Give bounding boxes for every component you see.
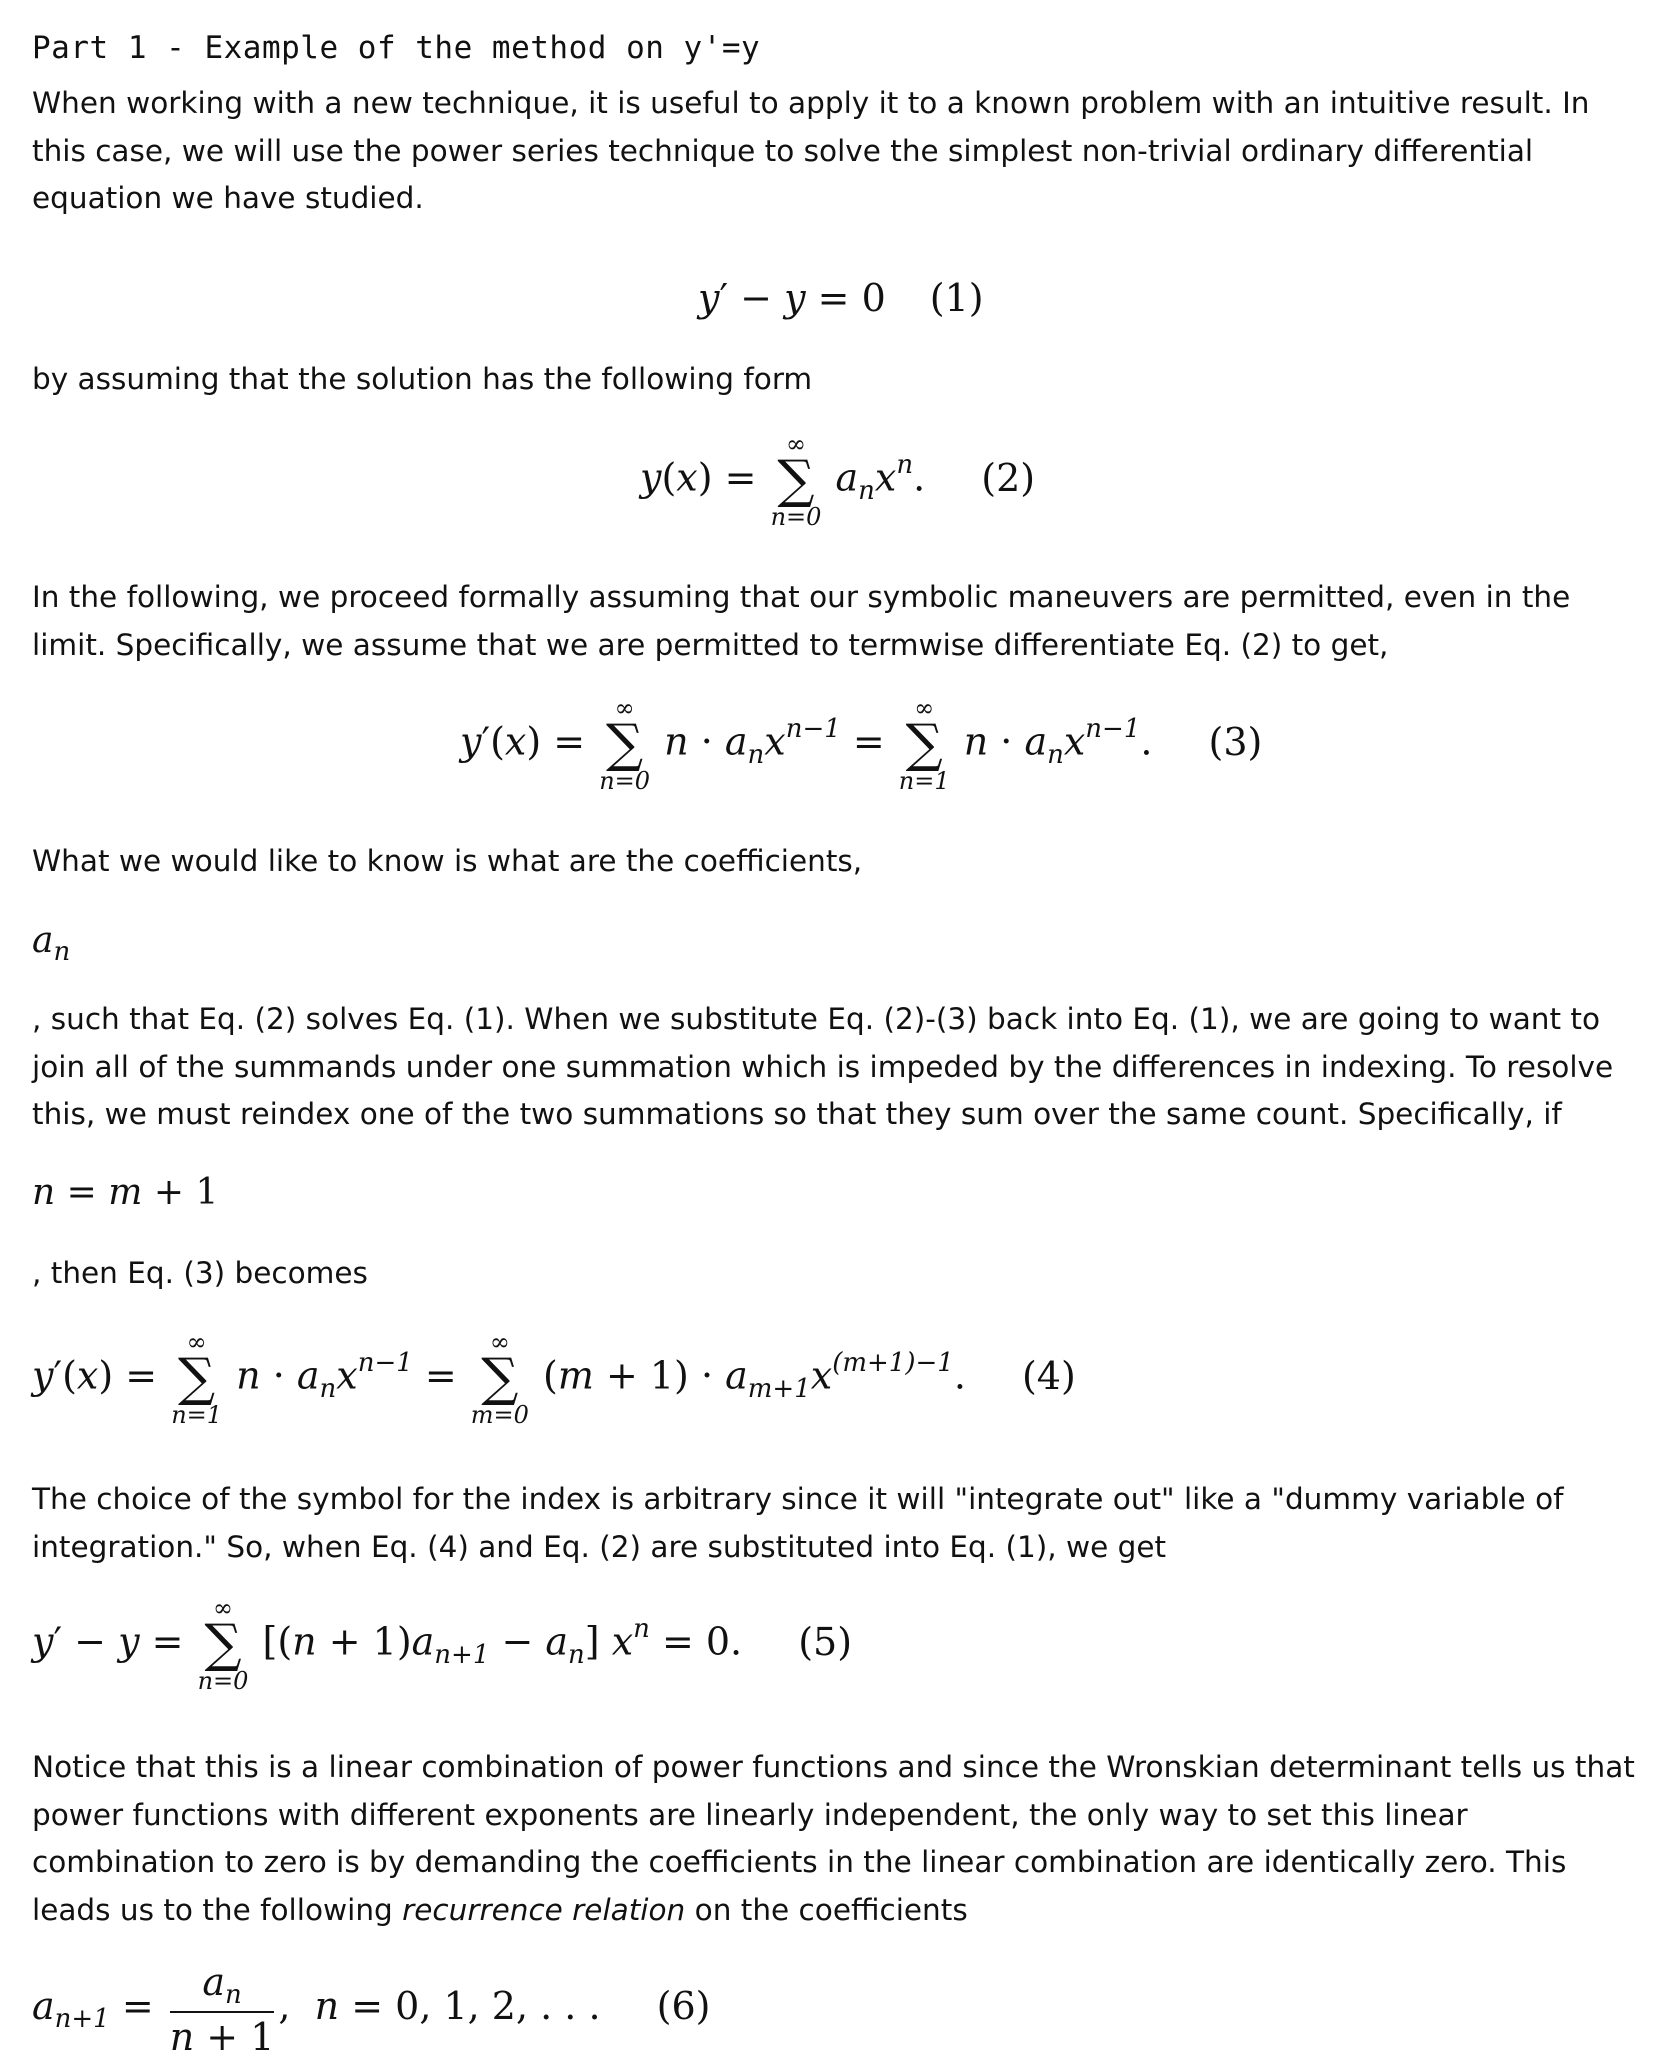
paragraph-assumption: by assuming that the solution has the following form xyxy=(32,362,813,396)
equation-6: $a_{n+1}$ = $\frac{a_n}{n + 1}$ , n = 0, 1, 2, . . . (6) xyxy=(32,1960,711,2059)
paragraph-recurrence xyxy=(32,1744,1642,1934)
paragraph-substitute: , such that Eq. (2) solves Eq. (1). When we substitute Eq. (2)-(3) back into Eq. (1), we are going to want to join all of the summands under one summation which is impeded by the differences in indexing. To resolve this, we must reindex one of the two summations so that they sum over the same count. Specifically, if xyxy=(32,1002,1614,1131)
summation-symbol: ∞ ∑ m=0 xyxy=(470,1328,529,1429)
paragraph-formal: In the following, we proceed formally assuming that our symbolic maneuvers are permitted, even in the limit. Specifically, we assume that we are permitted to termwise differentiate Eq. (2) to get, xyxy=(32,580,1571,662)
recurrence-text-start: Notice that this is a linear combination of power functions and since the Wronskian determinant tells us that power functions with different exponents are linearly independent, the only way to set this linear combination to zero is by demanding the coefficients in the linear combination are identically zero. This leads us to the following xyxy=(32,1750,1635,1927)
equation-1-tag: (1) xyxy=(929,276,984,320)
paragraph-intro: When working with a new technique, it is useful to apply it to a known problem with an intuitive result. In this case, we will use the power series technique to solve the simplest non-trivial ordinary differential equation we have studied. xyxy=(32,86,1590,215)
recurrence-term: recurrence relation xyxy=(402,1892,686,1927)
fraction: $\frac{a_n}{n + 1}$ xyxy=(169,1960,275,2059)
equation-6-tag: (6) xyxy=(656,1984,711,2028)
equation-3: y′(x) = ∞ ∑ n=0 $n \cdot a_nx^{n-1}$ = ∞ ∑ n=1 $n \cdot a_nx^{n-1}$. (3) xyxy=(460,694,1263,795)
equation-1: y′ − y = 0 (1) xyxy=(698,276,984,320)
equation-5-tag: (5) xyxy=(798,1619,853,1664)
reindex-expression: n = m + 1 xyxy=(32,1172,219,1213)
equation-5: y′ − y = ∞ ∑ n=0 $[(n + 1)a_{n+1} - a_n]$ $x^n = 0$. (5) xyxy=(32,1594,853,1695)
section-heading: Part 1 - Example of the method on y'=y xyxy=(32,30,761,66)
equation-4-tag: (4) xyxy=(1021,1353,1076,1398)
summation-symbol: ∞ ∑ n=0 xyxy=(197,1594,249,1695)
paragraph-dummy-variable: The choice of the symbol for the index is arbitrary since it will "integrate out" like a "dummy variable of integration." So, when Eq. (4) and Eq. (2) are substituted into Eq. (1), we get xyxy=(32,1482,1564,1564)
summation-symbol: ∞ ∑ n=1 xyxy=(171,1328,223,1429)
equation-2: y(x) = ∞ ∑ n=0 $a_nx^n$. (2) xyxy=(640,430,1036,531)
paragraph-then: , then Eq. (3) becomes xyxy=(32,1256,368,1290)
summation-symbol: ∞ ∑ n=1 xyxy=(898,694,950,795)
paragraph-coefficients: What we would like to know is what are the coefficients, xyxy=(32,844,863,878)
recurrence-text-end: on the coefficients xyxy=(694,1892,968,1927)
summation-symbol: ∞ ∑ n=0 xyxy=(599,694,651,795)
equation-2-tag: (2) xyxy=(981,455,1036,500)
summation-symbol: ∞ ∑ n=0 xyxy=(770,430,822,531)
equation-3-tag: (3) xyxy=(1208,719,1263,764)
variable-an: $a_n$ xyxy=(32,920,71,967)
equation-4: y′(x) = ∞ ∑ n=1 $n \cdot a_nx^{n-1}$ = ∞ ∑ m=0 $(m + 1) \cdot a_{m+1}x^{(m+1)-1}$. (4) xyxy=(32,1328,1076,1429)
